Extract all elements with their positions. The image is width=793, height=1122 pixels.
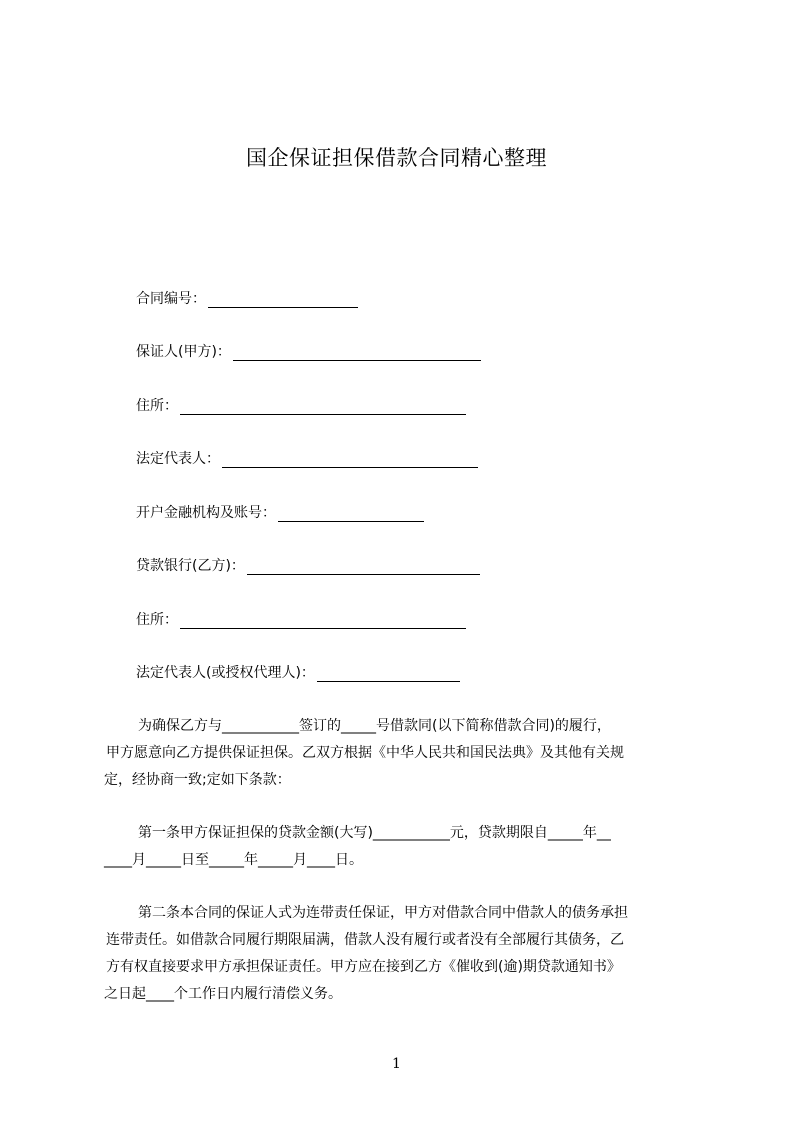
paragraph-article-1 bbox=[104, 820, 700, 874]
paragraph-line: 之日起____个工作日内履行清偿义务。 bbox=[104, 986, 342, 1002]
blank-line[interactable] bbox=[278, 506, 424, 522]
paragraph-line: 第一条甲方保证担保的贷款金额(大写)___________元，贷款期限自_____年__ bbox=[138, 825, 611, 841]
field-guarantor-address bbox=[136, 397, 466, 415]
blank-line[interactable] bbox=[208, 292, 358, 308]
field-guarantor bbox=[136, 343, 481, 361]
paragraph-article-2 bbox=[104, 900, 700, 1008]
field-lender-address bbox=[136, 611, 466, 629]
field-label: 法定代表人： bbox=[136, 451, 220, 467]
blank-line[interactable] bbox=[180, 399, 466, 415]
field-label: 住所： bbox=[136, 612, 178, 628]
field-lender bbox=[136, 557, 480, 575]
blank-line[interactable] bbox=[222, 452, 478, 468]
field-label: 法定代表人(或授权代理人)： bbox=[136, 665, 315, 681]
paragraph-line: 连带责任。如借款合同履行期限届满，借款人没有履行或者没有全部履行其债务，乙 bbox=[106, 932, 624, 948]
paragraph-line: 定，经协商一致;定如下条款： bbox=[104, 772, 291, 788]
document-title: 国企保证担保借款合同精心整理 bbox=[246, 146, 547, 170]
field-lender-legal-rep bbox=[136, 664, 460, 682]
paragraph-line: 为确保乙方与___________签订的_____号借款同(以下简称借款合同)的履行， bbox=[138, 718, 611, 734]
paragraph-line: 甲方愿意向乙方提供保证担保。乙双方根据《中华人民共和国民法典》及其他有关规 bbox=[106, 745, 624, 761]
blank-line[interactable] bbox=[233, 345, 481, 361]
field-guarantor-legal-rep bbox=[136, 450, 478, 468]
blank-line[interactable] bbox=[180, 613, 466, 629]
field-contract-number bbox=[136, 290, 358, 308]
paragraph-line: 方有权直接要求甲方承担保证责任。甲方应在接到乙方《催收到(逾)期贷款通知书》 bbox=[106, 959, 621, 975]
field-label: 开户金融机构及账号： bbox=[136, 505, 276, 521]
field-label: 住所： bbox=[136, 398, 178, 414]
field-bank-account bbox=[136, 504, 424, 522]
field-label: 贷款银行(乙方)： bbox=[136, 558, 245, 574]
paragraph-line: ____月_____日至_____年_____月____日。 bbox=[104, 852, 363, 868]
blank-line[interactable] bbox=[247, 559, 480, 575]
blank-line[interactable] bbox=[317, 666, 460, 682]
paragraph-intro bbox=[104, 713, 700, 794]
paragraph-line: 第二条本合同的保证人式为连带责任保证，甲方对借款合同中借款人的债务承担 bbox=[138, 905, 628, 921]
field-label: 合同编号： bbox=[136, 291, 206, 307]
field-label: 保证人(甲方)： bbox=[136, 344, 231, 360]
page-number: 1 bbox=[392, 1056, 401, 1072]
